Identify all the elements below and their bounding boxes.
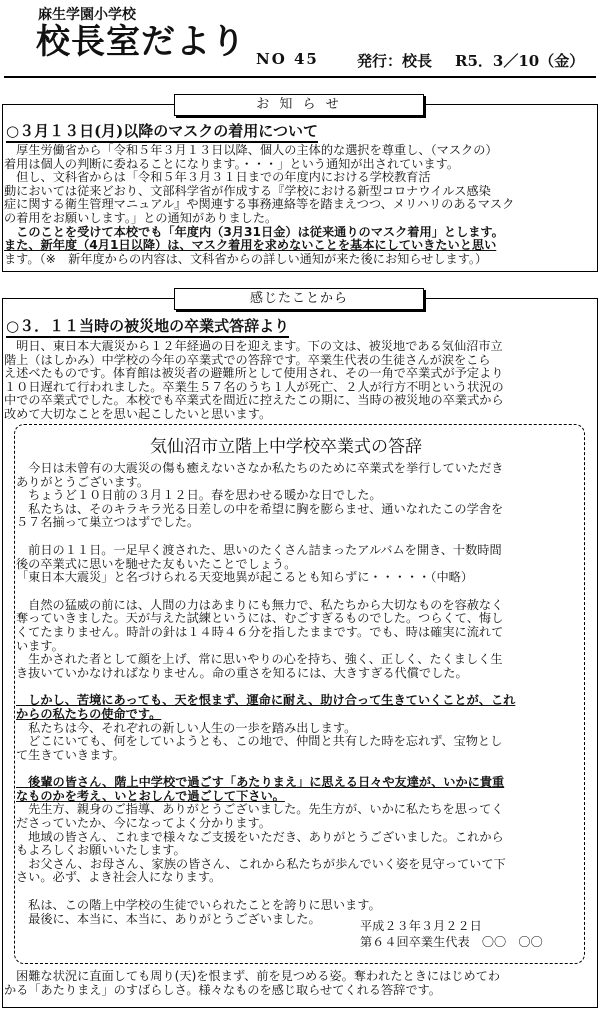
speech-line: 私たちは、そのキラキラ光る日差しの中を希望に胸を膨らませ、通いなれたこの学舎を: [16, 501, 504, 516]
reflection-closing: [4, 970, 500, 997]
speech-line: どこにいても、何をしていようとも、この地で、仲間と共有した時を忘れず、宝物とし: [16, 734, 503, 749]
intro-line: え述べたものです。体育館は被災者の避難所として使用され、その一角で卒業式が予定より: [4, 366, 504, 381]
speech-line: 生かされた者として顔を上げ、常に思いやりの心を持ち、強く、正しく、たくましく生: [16, 652, 503, 667]
intro-line: 改めて大切なことを思い起こしたいと思います。: [4, 406, 272, 421]
notice-line: 動においては従来どおり、文部科学省が作成する『学校における新型コロナウイルス感染: [4, 183, 491, 198]
issue-date: R5．3／10（金）: [455, 52, 585, 70]
speech-line: もよろしくお願いいたします。: [16, 843, 186, 858]
closing-line: かる「あたりまえ」のすばらしさ。様々なものを感じ取らせてくれる答辞です。: [4, 982, 441, 997]
speech-line: ありがとうございます。: [16, 474, 150, 489]
issue-number: NO 45: [256, 50, 319, 68]
speech-line-emphasis: しかし、苦境にあっても、天を恨まず、運命に耐え、助け合って生きていくことが、これ: [16, 693, 516, 708]
speech-body: [16, 462, 515, 926]
intro-line: 階上（はしかみ）中学校の今年の卒業式での答辞です。卒業生代表の生徒さんが涙をこら: [4, 352, 491, 367]
speech-date: 平成２３年３月２２日: [360, 919, 482, 933]
speech-title: 気仙沼市立階上中学校卒業式の答辞: [150, 437, 422, 457]
speech-paragraph: [16, 599, 515, 681]
notice-body: [4, 144, 514, 266]
notice-line-emphasis: このことを受けて本校でも「年度内（3月31日金）は従来通りのマスク着用」とします。: [4, 224, 504, 239]
speech-paragraph: [16, 462, 515, 530]
speech-line: 前日の１１日。一足早く渡された、思いのたくさん詰まったアルバムを開き、十数時間: [16, 542, 502, 557]
speech-line-emphasis: からの私たちの使命です。: [16, 706, 162, 721]
speech-paragraph: [16, 694, 515, 762]
newsletter-title: 校長室だより: [36, 22, 246, 62]
speech-line-emphasis: なものかを考え、いとおしんで過ごして下さい。: [16, 788, 285, 803]
notice-line: ます。（※ 新年度からの内容は、文科省からの詳しい通知が来た後にお知らせします。）: [4, 251, 488, 266]
speech-line: 私は、この階上中学校の生徒でいられたことを誇りに思います。: [16, 898, 381, 913]
speech-line: 今日は未曾有の大震災の傷も癒えないさなか私たちのために卒業式を挙行していただき: [16, 461, 504, 475]
speech-line: 「東日本大震災」と名づけられる天変地異が起こるとも知らずに・・・・・（中略）: [16, 570, 474, 585]
speech-line: います。: [16, 638, 64, 653]
school-name: 麻生学園小学校: [38, 7, 136, 23]
notice-line: 着用は個人の判断に委ねることになります。・・・」という通知が出されています。: [4, 156, 460, 171]
speech-signature: 第６４回卒業生代表 〇〇 〇〇: [360, 935, 543, 949]
speech-line: さい。必ず、よき社会人になります。: [16, 870, 222, 885]
closing-line: 困難な状況に直面しても周り(天)を恨まず、前を見つめる姿。奪われたときにはじめてわ: [4, 969, 501, 983]
notice-line: 症に関する衛生管理マニュアル』や関連する事務連絡等を踏まえつつ、メリハリのあるマスク: [4, 197, 515, 212]
speech-line: 最後に、本当に、本当に、ありがとうございました。: [16, 911, 321, 926]
speech-line-emphasis: 後輩の皆さん、階上中学校で過ごす「あたりまえ」に思える日々や友達が、いかに貴重: [16, 775, 505, 790]
speech-line: て生きていきます。: [16, 747, 125, 762]
header-rule: [4, 76, 596, 78]
speech-line: ださっていたか、今になってよく分かります。: [16, 816, 271, 831]
notice-title: ○３月１３日(月)以降のマスクの着用について: [6, 122, 318, 143]
speech-paragraph: [16, 776, 515, 885]
intro-line: 中での卒業式でした。本校でも卒業式を間近に控えたこの期に、当時の被災地の卒業式から: [4, 393, 504, 408]
publisher: 発行：校長: [357, 52, 433, 70]
speech-line: ちょうど１０日前の３月１２日。春を思わせる暖かな日でした。: [16, 488, 382, 503]
speech-line: 先生方、親身のご指導、ありがとうございました。先生方が、いかに私たちを思ってく: [16, 802, 504, 817]
notice-line: 但し、文科省からは「令和５年３月３１日までの年度内における学校教育活: [4, 170, 431, 185]
speech-line: 地域の皆さん、これまで様々なご支援をいただき、ありがとうございました。これから: [16, 829, 504, 844]
notice-line-emphasis: また、新年度（4月1日以降）は、マスク着用を求めないことを基本にしていきたいと思い: [4, 238, 497, 253]
speech-line: 自然の猛威の前には、人間の力はあまりにも無力で、私たちから大切なものを容赦なく: [16, 597, 504, 612]
speech-paragraph: [16, 544, 515, 585]
speech-line: 私たちは今、それぞれの新しい人生の一歩を踏み出します。: [16, 720, 357, 735]
speech-line: くてたまりません。時計の針は１４時４６分を指したままです。でも、時は確実に流れて: [16, 624, 504, 639]
speech-line: お父さん、お母さん、家族の皆さん、これから私たちが歩んでいく姿を見守っていて下: [16, 856, 506, 871]
intro-line: 明日、東日本大震災から１２年経過の日を迎えます。下の文は、被災地である気仙沼市立: [4, 339, 503, 353]
reflection-title: ○３．１１当時の被災地の卒業式答辞より: [6, 317, 289, 338]
speech-line: ５７名揃って巣立つはずでした。: [16, 515, 200, 530]
notice-label: お 知 ら せ: [174, 94, 424, 116]
intro-line: １０日遅れて行われました。卒業生５７名のうち１人が死亡、２人が行方不明という状況の: [4, 379, 504, 394]
reflection-intro: [4, 340, 504, 422]
speech-line: 後の卒業式に思いを馳せた友もいたことでしょう。: [16, 556, 297, 571]
speech-line: き抜いていかなければなりません。命の重さを知るには、大きすぎる代償でした。: [16, 665, 468, 680]
notice-line: 厚生労働省から「令和５年３月１３日以降、個人の主体的な選択を尊重し、（マスクの）: [4, 143, 498, 157]
speech-line: 奪っていきました。天が与えた試練というには、むごすぎるものでした。つらくて、悔し: [16, 611, 504, 626]
reflection-label: 感じたことから: [174, 288, 424, 310]
notice-line: の着用をお願いします。」との通知がありました。: [4, 210, 278, 225]
